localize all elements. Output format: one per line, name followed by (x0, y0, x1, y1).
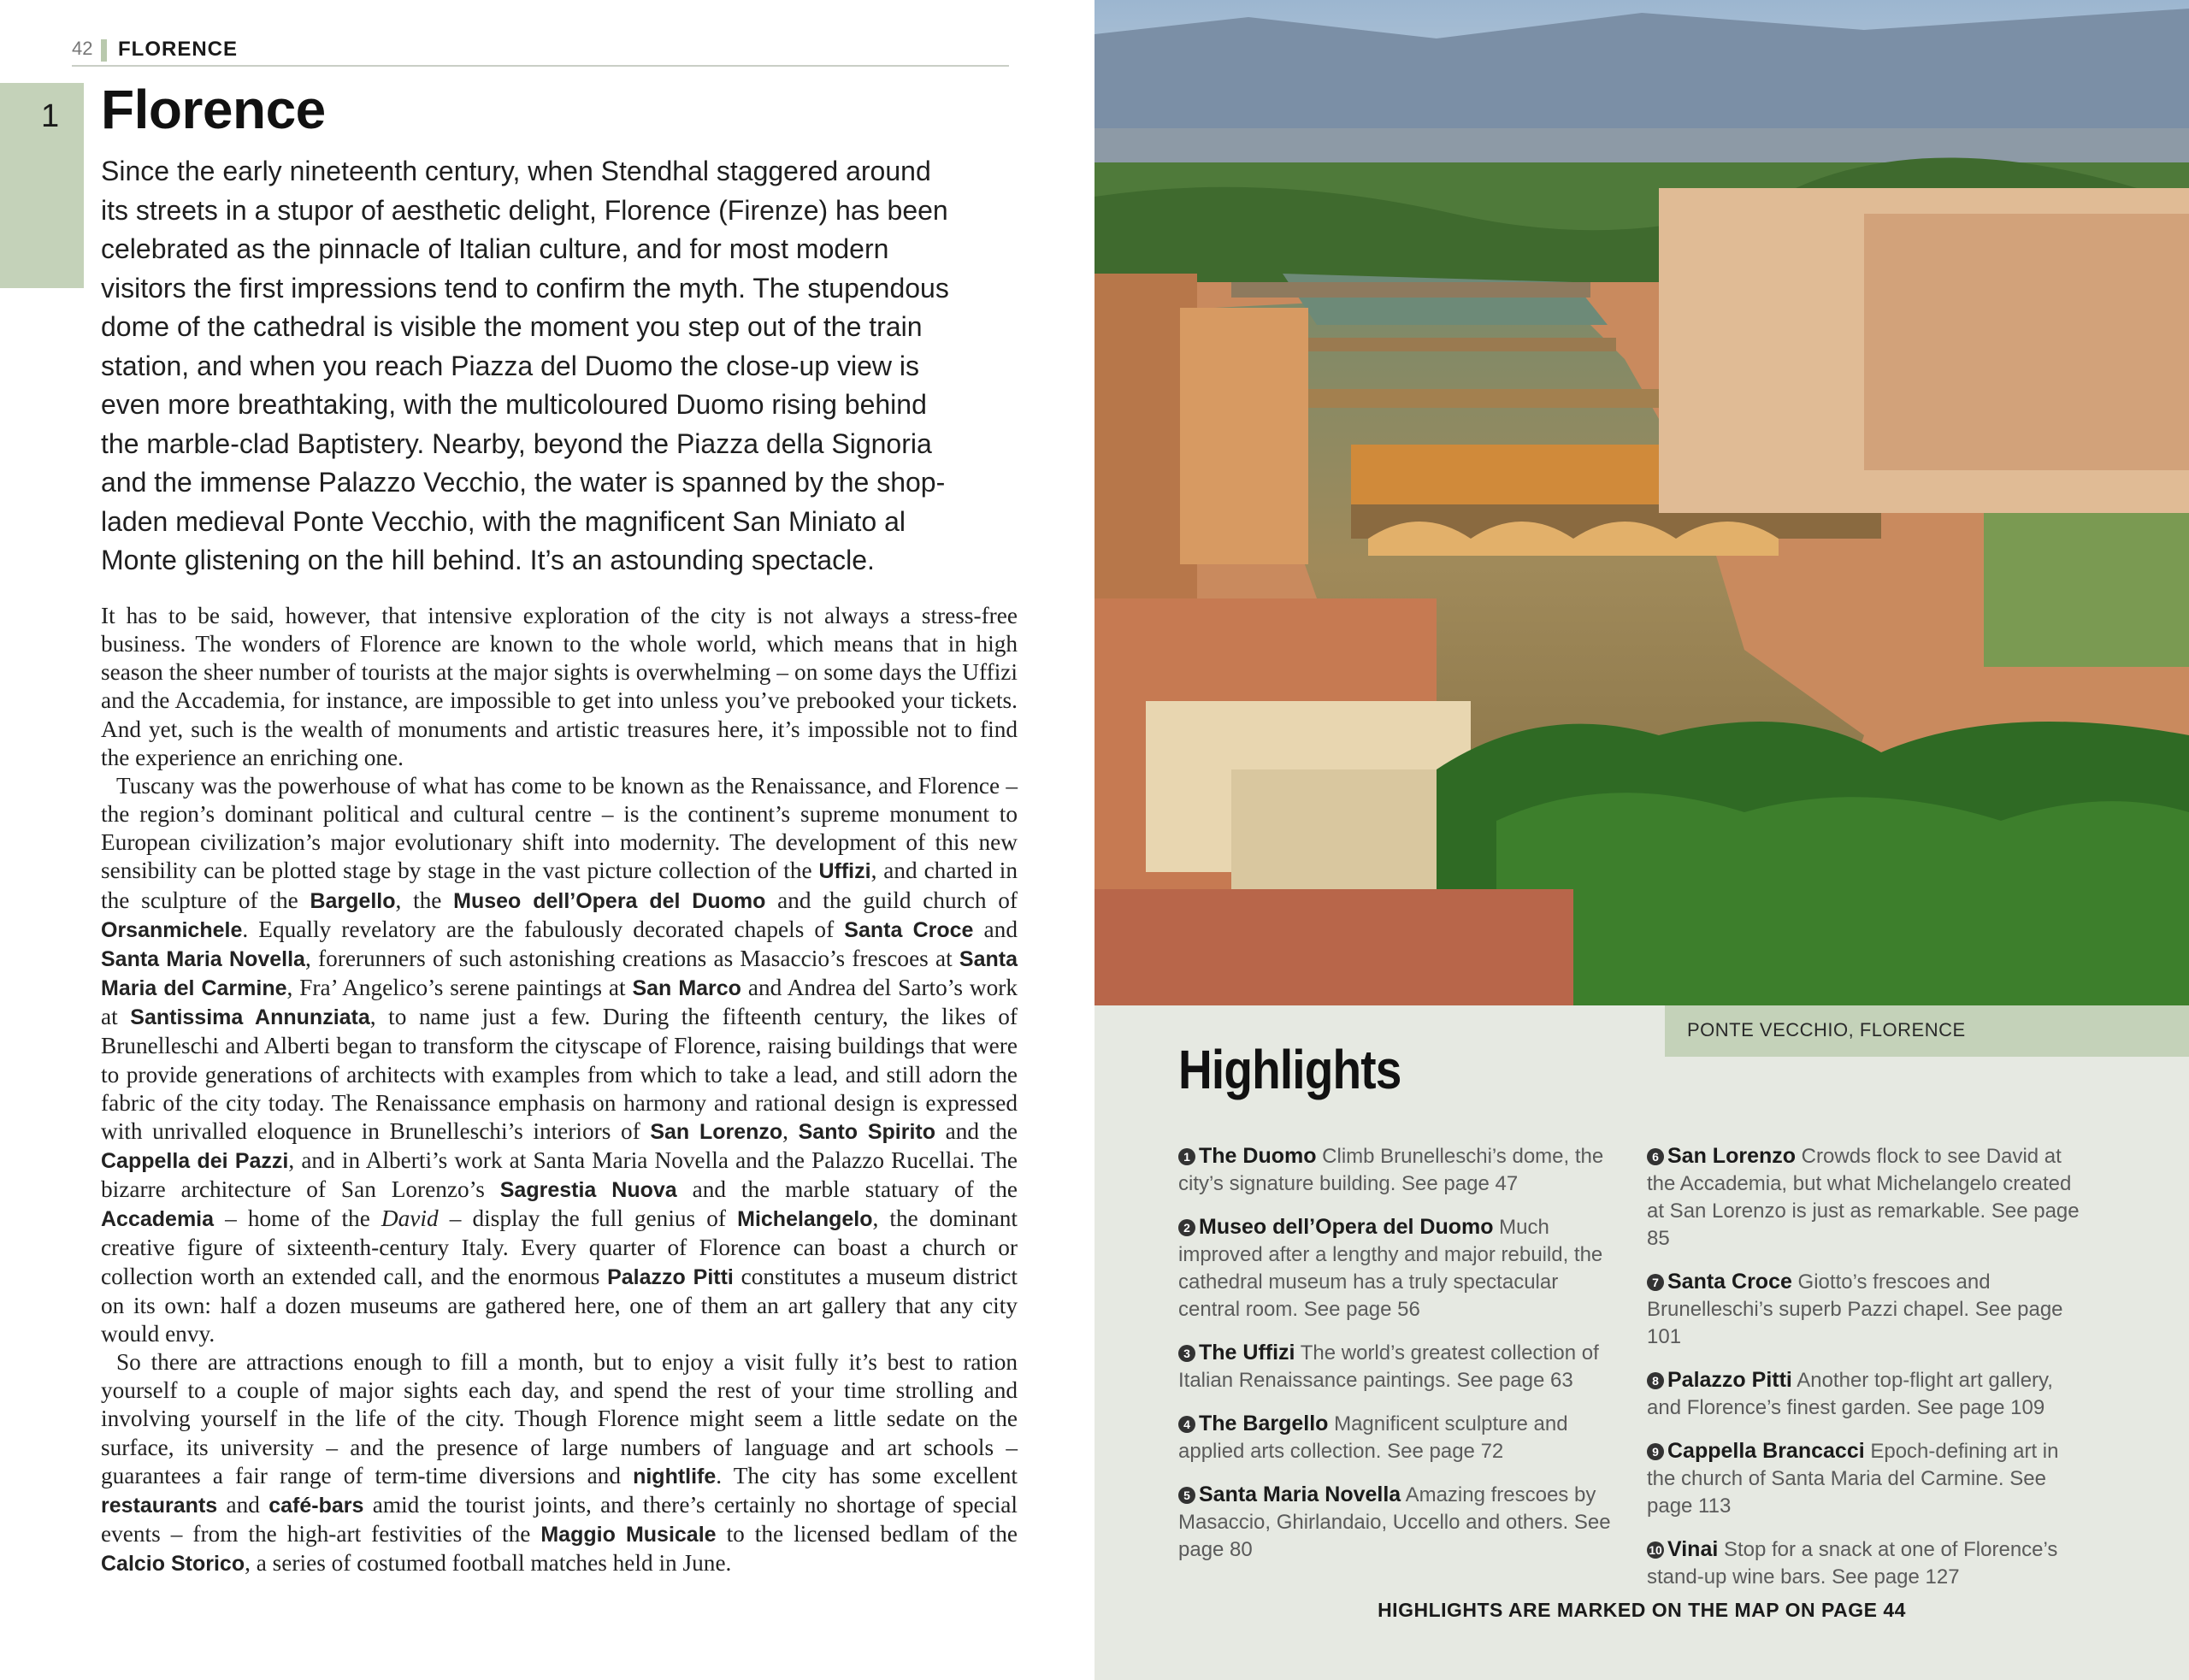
highlight-item (1178, 1339, 1614, 1394)
bold-term: Calcio Storico (101, 1552, 245, 1577)
highlight-name: Vinai (1667, 1537, 1719, 1561)
highlight-item (1647, 1268, 2083, 1351)
photo-caption: PONTE VECCHIO, FLORENCE (1687, 1019, 1966, 1040)
running-head (72, 36, 1009, 67)
highlight-number-badge: 1 (1178, 1148, 1195, 1165)
text-run: and the marble statuary of the (676, 1176, 1018, 1203)
map-note: HIGHLIGHTS ARE MARKED ON THE MAP ON PAGE 44 (1378, 1599, 1906, 1621)
highlights-column-1 (1178, 1142, 1614, 1579)
text-run: and the (935, 1117, 1018, 1144)
highlight-item (1178, 1410, 1614, 1465)
bold-term: Accademia (101, 1207, 215, 1232)
highlight-name: The Uffizi (1199, 1341, 1295, 1365)
bold-term: nightlife (633, 1464, 717, 1488)
text-run: , and in Alberti’s work at Santa Maria Novella and the Palazzo Rucellai. The bizarre architecture of San Lorenzo’s (101, 1147, 1018, 1203)
highlight-number-badge: 6 (1647, 1148, 1664, 1165)
highlight-description: Epoch-defining art in the church of Santa Maria del Carmine. See page 113 (1647, 1440, 2059, 1518)
highlight-description: Magnificent sculpture and applied arts collection. See page 72 (1178, 1412, 1568, 1463)
text-run: and (973, 916, 1018, 942)
text-run: – home of the (214, 1205, 381, 1232)
highlight-item (1647, 1366, 2083, 1422)
bold-term: Bargello (310, 888, 396, 913)
text-run: So there are attractions enough to fill a month, but to enjoy a visit fully it’s best to ration yourself to a couple of major sights each day, and spend the rest of your time strolling and involving yourself in the life of the city. Though Florence might seem a little sedate on the surface, its university – and the presence of large numbers of language and art schools – guarantees a fair range of term-time diversions and (101, 1349, 1018, 1488)
body-paragraph (101, 602, 1018, 772)
text-run: amid the tourist joints, and there’s certainly no shortage of special events – from the high-art festivities of the (101, 1491, 1018, 1547)
text-run: and Andrea del Sarto’s work at (101, 975, 1018, 1030)
highlight-description: Amazing frescoes by Masaccio, Ghirlandaio, Uccello and others. See page 80 (1178, 1483, 1611, 1561)
highlight-name: Cappella Brancacci (1667, 1439, 1865, 1463)
highlight-name: The Duomo (1199, 1144, 1317, 1168)
bold-term: Maggio Musicale (540, 1523, 717, 1547)
highlight-name: Santa Croce (1667, 1270, 1792, 1294)
bold-term: Santa Maria Novella (101, 946, 305, 971)
highlight-number-badge: 2 (1178, 1219, 1195, 1236)
highlight-description: The world’s greatest collection of Italian Renaissance paintings. See page 63 (1178, 1341, 1599, 1392)
bold-term: Museo dell’Opera del Duomo (453, 888, 766, 913)
bold-term: Santo Spirito (798, 1119, 935, 1144)
chapter-tab (0, 83, 84, 288)
bold-term: Michelangelo (737, 1207, 873, 1232)
highlight-description: Giotto’s frescoes and Brunelleschi’s superb Pazzi chapel. See page 101 (1647, 1270, 2063, 1348)
highlight-item (1647, 1536, 2083, 1591)
running-head-marker (101, 39, 107, 62)
highlight-name: The Bargello (1199, 1412, 1329, 1435)
text-run: , a series of costumed football matches held in June. (245, 1550, 732, 1577)
highlight-description: Crowds flock to see David at the Accademia, but what Michelangelo created at San Lorenzo is just as remarkable. See page 85 (1647, 1145, 2080, 1250)
bold-term: Santa Croce (844, 917, 974, 942)
intro-paragraph: Since the early nineteenth century, when Stendhal staggered around its streets in a stupor of aesthetic delight, Florence (Firenze) has been celebrated as the pinnacle of Italian culture, and for most modern visitors the first impressions tend to confirm the myth. The stupendous dome of the cathedral is visible the moment you step out of the train station, and when you reach Piazza del Duomo the close-up view is even more breathtaking, with the multicoloured Duomo rising behind the marble-clad Baptistery. Nearby, beyond the Piazza della Signoria and the immense Palazzo Vecchio, the water is spanned by the shop-laden medieval Ponte Vecchio, with the magnificent San Miniato al Monte glistening on the hill behind. It’s an astounding spectacle. (101, 156, 949, 575)
highlight-number-badge: 9 (1647, 1443, 1664, 1460)
text-run: , the (395, 887, 454, 913)
highlight-number-badge: 7 (1647, 1274, 1664, 1291)
highlights-title: Highlights (1178, 1039, 1401, 1100)
chapter-number: 1 (41, 98, 60, 134)
highlight-item (1178, 1142, 1614, 1198)
highlight-number-badge: 10 (1647, 1541, 1664, 1559)
text-run: . Equally revelatory are the fabulously decorated chapels of (242, 916, 845, 942)
text-run: to the licensed bedlam of the (716, 1521, 1018, 1547)
right-page (1094, 0, 2189, 1680)
highlight-name: San Lorenzo (1667, 1144, 1797, 1168)
text-run: . The city has some excellent (716, 1462, 1018, 1488)
highlight-number-badge: 5 (1178, 1487, 1195, 1504)
body-paragraph (101, 1348, 1018, 1578)
bold-term: Sagrestia Nuova (499, 1178, 677, 1203)
text-run: and the guild church of (765, 887, 1018, 913)
highlight-description: Another top-flight art gallery, and Florence’s finest garden. See page 109 (1647, 1369, 2053, 1419)
page-title: Florence (101, 79, 326, 140)
highlight-name: Palazzo Pitti (1667, 1368, 1792, 1392)
highlight-description: Stop for a snack at one of Florence’s stand-up wine bars. See page 127 (1647, 1538, 2058, 1589)
photo-caption-box (1665, 1005, 2189, 1057)
italic-term: David (381, 1205, 439, 1232)
page-number: 42 (72, 38, 93, 59)
highlight-item (1178, 1481, 1614, 1564)
bold-term: restaurants (101, 1493, 218, 1518)
ponte-vecchio-photo (1094, 0, 2189, 1005)
running-head-title: FLORENCE (118, 38, 238, 61)
highlight-description: Much improved after a lengthy and major rebuild, the cathedral museum has a truly spectacular central room. See page 56 (1178, 1216, 1603, 1321)
bold-term: Palazzo Pitti (607, 1264, 734, 1289)
highlights-column-2 (1647, 1142, 2083, 1606)
text-run: – display the full genius of (438, 1205, 738, 1232)
text-run: , (782, 1117, 799, 1144)
text-run: , and charted in the sculpture of the (101, 858, 1018, 913)
bold-term: San Marco (632, 976, 741, 1001)
text-run: , forerunners of such astonishing creations as Masaccio’s frescoes at (304, 945, 959, 971)
bold-term: Orsanmichele (101, 917, 243, 942)
highlight-number-badge: 8 (1647, 1372, 1664, 1389)
text-run: constitutes a museum district on its own: half a dozen museums are gathered here, one of them an art gallery that any city would envy. (101, 1263, 1018, 1347)
body-text (101, 602, 1018, 1578)
text-run: Tuscany was the powerhouse of what has come to be known as the Renaissance, and Florence – the region’s dominant political and cultural centre – is the continent’s supreme monument to European civilization’s major evolutionary shift into modernity. The development of this new sensibility can be plotted stage by stage in the vast picture collection of the (101, 772, 1018, 884)
left-page (0, 0, 1094, 1680)
highlight-number-badge: 3 (1178, 1345, 1195, 1362)
highlight-item (1178, 1213, 1614, 1323)
highlight-name: Museo dell’Opera del Duomo (1199, 1215, 1494, 1239)
text-run: and (217, 1491, 269, 1518)
bold-term: Santa Maria del Carmine (101, 946, 1018, 1001)
body-paragraph (101, 772, 1018, 1348)
highlight-description: Climb Brunelleschi’s dome, the city’s signature building. See page 47 (1178, 1145, 1604, 1195)
text-run: , to name just a few. During the fifteenth century, the likes of Brunelleschi and Alberti began to transform the cityscape of Florence, raising buildings that were to provide generations of architects with examples from which to take a lead, and still adorn the fabric of the city today. The Renaissance emphasis on harmony and rational design is expressed with unrivalled eloquence in Brunelleschi’s interiors of (101, 1004, 1018, 1144)
text-run: It has to be said, however, that intensive exploration of the city is not always a stress-free business. The wonders of Florence are known to the whole world, which means that in high season the sheer number of tourists at the major sights is overwhelming – on some days the Uffizi and the Accademia, for instance, are impossible to get into unless you’ve prebooked your tickets. And yet, such is the wealth of monuments and artistic treasures here, it’s impossible not to find the experience an enriching one. (101, 603, 1018, 770)
bold-term: Cappella dei Pazzi (101, 1148, 289, 1173)
highlight-item (1647, 1142, 2083, 1253)
bold-term: Santissima Annunziata (130, 1005, 370, 1030)
highlight-number-badge: 4 (1178, 1416, 1195, 1433)
bold-term: San Lorenzo (650, 1119, 783, 1144)
highlight-item (1647, 1437, 2083, 1520)
text-run: , Fra’ Angelico’s serene paintings at (286, 975, 633, 1001)
bold-term: Uffizi (818, 859, 871, 884)
bold-term: café-bars (268, 1493, 364, 1518)
highlight-name: Santa Maria Novella (1199, 1483, 1401, 1506)
text-run: , the dominant creative figure of sixteenth-century Italy. Every quarter of Florence can boast a church or collection worth an extended call, and the enormous (101, 1205, 1018, 1289)
